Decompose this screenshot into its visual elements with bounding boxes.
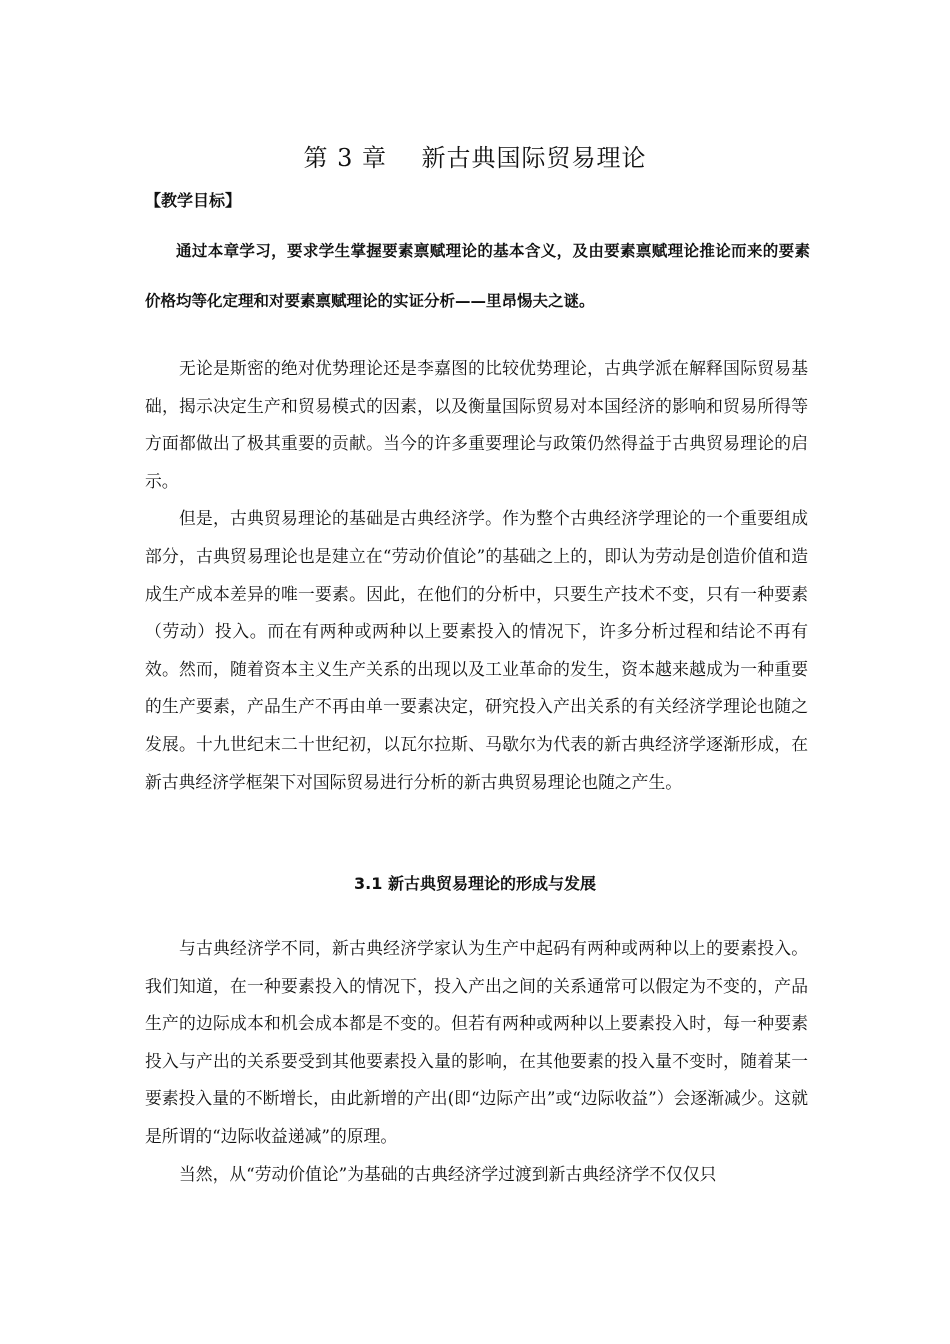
section-3-1-body bbox=[145, 930, 808, 1193]
chapter-title: 第 3 章 新古典国际贸易理论 bbox=[303, 144, 647, 172]
intro-paragraph-1: 无论是斯密的绝对优势理论还是李嘉图的比较优势理论，古典学派在解释国际贸易基础，揭示决定生产和贸易模式的因素，以及衡量国际贸易对本国经济的影响和贸易所得等方面都做出了极其重要的贡献。当今的许多重要理论与政策仍然得益于古典贸易理论的启示。 bbox=[145, 358, 808, 491]
section-paragraph-2: 当然，从“劳动价值论”为基础的古典经济学过渡到新古典经济学不仅仅只 bbox=[179, 1163, 717, 1184]
intro-section bbox=[145, 350, 808, 801]
intro-paragraph-2: 但是，古典贸易理论的基础是古典经济学。作为整个古典经济学理论的一个重要组成部分，古典贸易理论也是建立在“劳动价值论”的基础之上的，即认为劳动是创造价值和造成生产成本差异的唯一要素。因此，在他们的分析中，只要生产技术不变，只有一种要素（劳动）投入。而在有两种或两种以上要素投入的情况下，许多分析过程和结论不再有效。然而，随着资本主义生产关系的出现以及工业革命的发生，资本越来越成为一种重要的生产要素，产品生产不再由单一要素决定，研究投入产出关系的有关经济学理论也随之发展。十九世纪末二十世纪初，以瓦尔拉斯、马歇尔为代表的新古典经济学逐渐形成，在新古典经济学框架下对国际贸易进行分析的新古典贸易理论也随之产生。 bbox=[145, 508, 808, 792]
teaching-objectives-heading: 【教学目标】 bbox=[145, 191, 242, 210]
section-heading-3-1: 3.1 新古典贸易理论的形成与发展 bbox=[354, 874, 596, 893]
section-paragraph-1: 与古典经济学不同，新古典经济学家认为生产中起码有两种或两种以上的要素投入。我们知道，在一种要素投入的情况下，投入产出之间的关系通常可以假定为不变的，产品生产的边际成本和机会成本都是不变的。但若有两种或两种以上要素投入时，每一种要素投入与产出的关系要受到其他要素投入量的影响，在其他要素的投入量不变时，随着某一要素投入量的不断增长，由此新增的产出(即“边际产出”或“边际收益”）会逐渐减少。这就是所谓的“边际收益递减”的原理。 bbox=[145, 938, 808, 1146]
teaching-objectives-body: 通过本章学习，要求学生掌握要素禀赋理论的基本含义，及由要素禀赋理论推论而来的要素价格均等化定理和对要素禀赋理论的实证分析——里昂惕夫之谜。 bbox=[145, 242, 810, 310]
